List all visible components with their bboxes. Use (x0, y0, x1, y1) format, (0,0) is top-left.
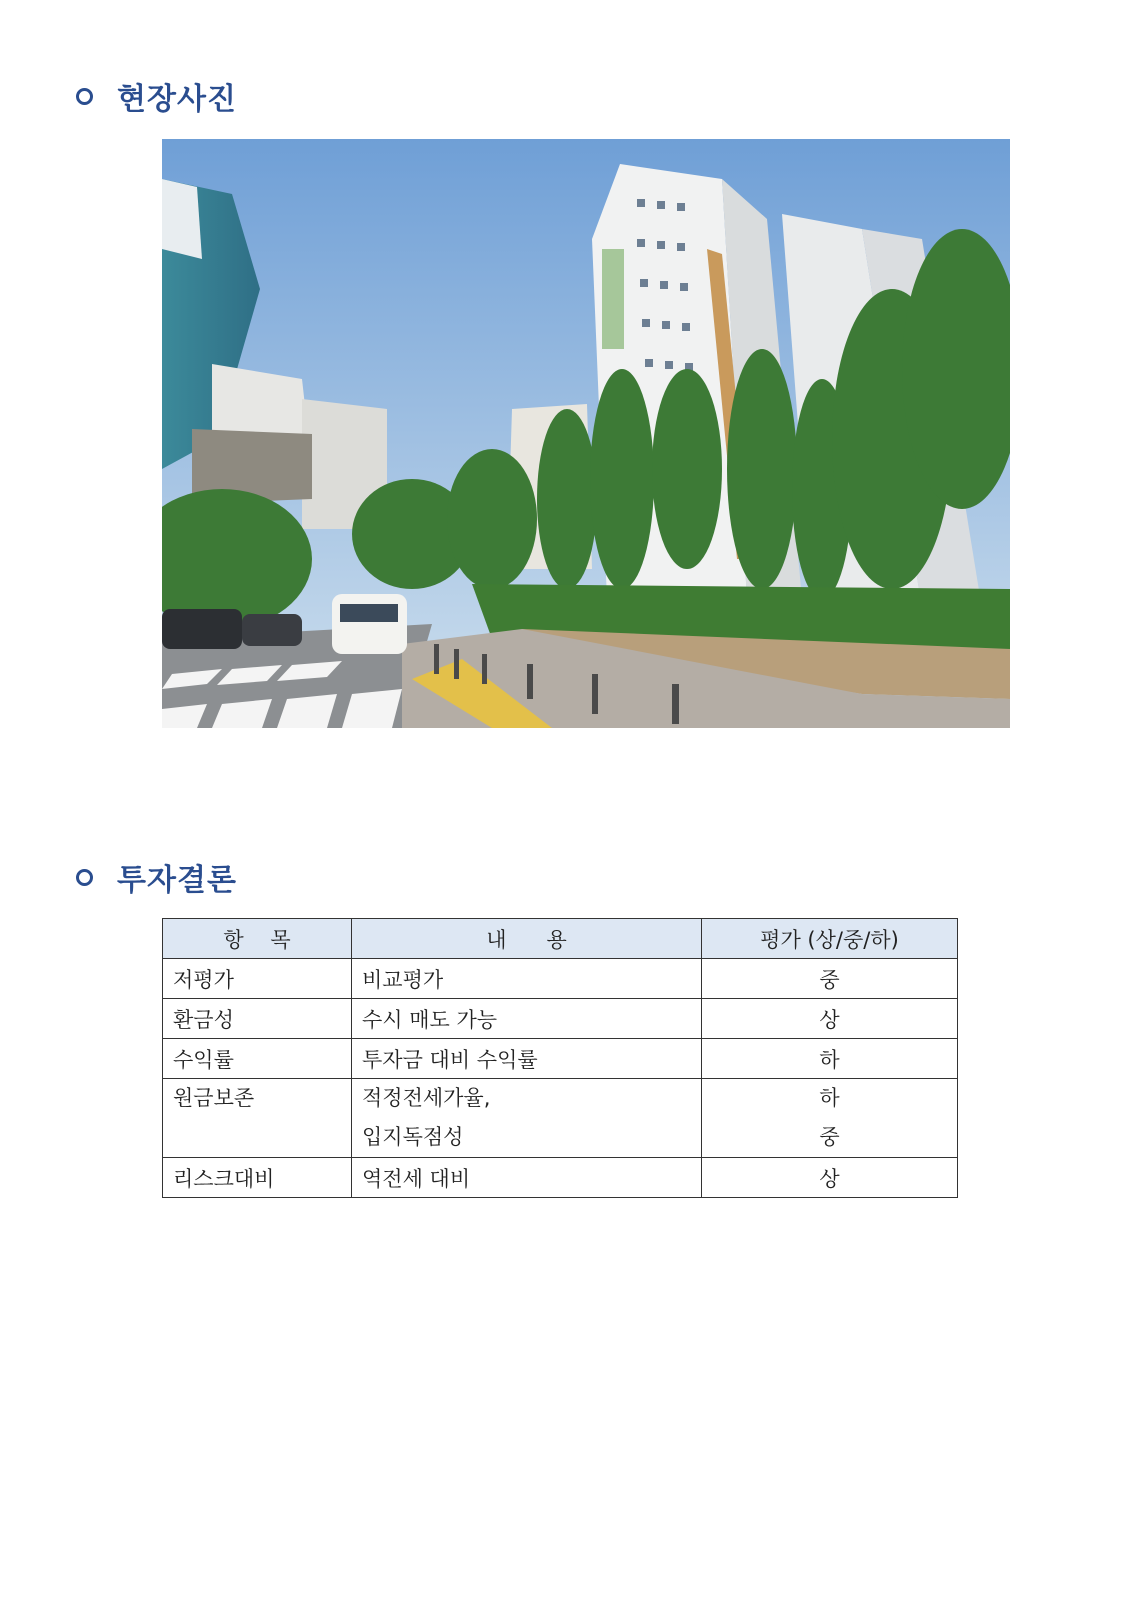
row-content-line: 적정전세가율, (362, 1086, 491, 1110)
row-item: 환금성 (163, 999, 352, 1039)
table-row (163, 1079, 958, 1158)
row-eval: 중 (702, 959, 958, 999)
table-row (163, 959, 958, 999)
site-photo (162, 139, 1010, 728)
row-eval-line: 하 (819, 1086, 840, 1110)
header-content: 내 용 (352, 919, 702, 959)
row-item: 수익률 (163, 1039, 352, 1079)
row-content-line: 입지독점성 (362, 1125, 464, 1149)
table-row (163, 999, 958, 1039)
row-item: 저평가 (163, 959, 352, 999)
row-eval (702, 1079, 958, 1158)
row-eval-line: 중 (819, 1125, 840, 1149)
row-content: 투자금 대비 수익률 (352, 1039, 702, 1079)
row-item: 원금보존 (163, 1079, 352, 1158)
row-eval: 상 (702, 999, 958, 1039)
row-eval: 하 (702, 1039, 958, 1079)
bullet-circle-icon (76, 869, 93, 886)
investment-conclusion-table (162, 918, 958, 1198)
row-item: 리스크대비 (163, 1158, 352, 1198)
row-eval: 상 (702, 1158, 958, 1198)
row-content: 역전세 대비 (352, 1158, 702, 1198)
table-row (163, 1039, 958, 1079)
section-title-conclusion-text: 투자결론 (117, 863, 237, 898)
table-row (163, 1158, 958, 1198)
bullet-circle-icon (76, 88, 93, 105)
row-content: 비교평가 (352, 959, 702, 999)
section-title-conclusion (76, 855, 237, 899)
row-content (352, 1079, 702, 1158)
header-item: 항 목 (163, 919, 352, 959)
section-title-photo (76, 74, 237, 118)
header-eval: 평가 (상/중/하) (702, 919, 958, 959)
table-header-row (163, 919, 958, 959)
row-content: 수시 매도 가능 (352, 999, 702, 1039)
section-title-photo-text: 현장사진 (117, 82, 237, 117)
